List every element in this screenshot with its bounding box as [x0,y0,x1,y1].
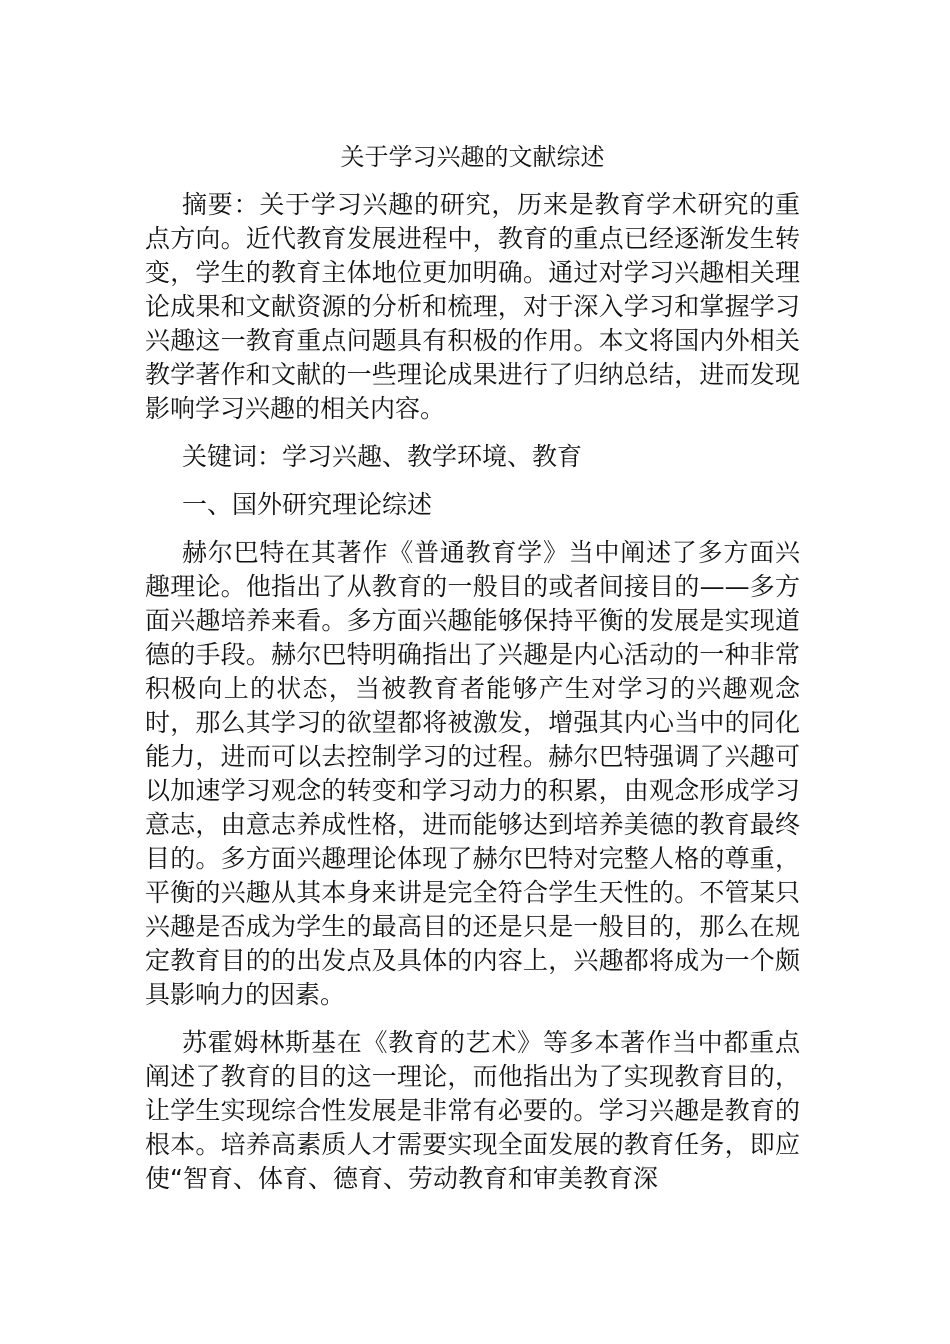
abstract-paragraph: 摘要：关于学习兴趣的研究，历来是教育学术研究的重点方向。近代教育发展进程中，教育的重点已经逐渐发生转变，学生的教育主体地位更加明确。通过对学习兴趣相关理论成果和文献资源的分析和梳理，对于深入学习和掌握学习兴趣这一教育重点问题具有积极的作用。本文将国内外相关教学著作和文献的一些理论成果进行了归纳总结，进而发现影响学习兴趣的相关内容。 [145,190,800,423]
body-paragraph-herbart: 赫尔巴特在其著作《普通教育学》当中阐述了多方面兴趣理论。他指出了从教育的一般目的或者间接目的——多方面兴趣培养来看。多方面兴趣能够保持平衡的发展是实现道德的手段。赫尔巴特明确指出了兴趣是内心活动的一种非常积极向上的状态，当被教育者能够产生对学习的兴趣观念时，那么其学习的欲望都将被激发，增强其内心当中的同化能力，进而可以去控制学习的过程。赫尔巴特强调了兴趣可以加速学习观念的转变和学习动力的积累，由观念形成学习意志，由意志养成性格，进而能够达到培养美德的教育最终目的。多方面兴趣理论体现了赫尔巴特对完整人格的尊重，平衡的兴趣从其本身来讲是完全符合学生天性的。不管某只兴趣是否成为学生的最高目的还是只是一般目的，那么在规定教育目的的出发点及具体的内容上，兴趣都将成为一个颇具影响力的因素。 [145,538,800,1009]
keywords-paragraph: 关键词：学习兴趣、教学环境、教育 [182,442,583,471]
body-paragraph-sukhomlinsky: 苏霍姆林斯基在《教育的艺术》等多本著作当中都重点阐述了教育的目的这一理论，而他指出为了实现教育目的，让学生实现综合性发展是非常有必要的。学习兴趣是教育的根本。培养高素质人才需要实现全面发展的教育任务，即应使“智育、体育、德育、劳动教育和审美教育深 [145,1028,800,1193]
section-heading: 一、国外研究理论综述 [182,490,433,519]
document-page [145,140,800,1210]
document-title: 关于学习兴趣的文献综述 [340,143,605,171]
